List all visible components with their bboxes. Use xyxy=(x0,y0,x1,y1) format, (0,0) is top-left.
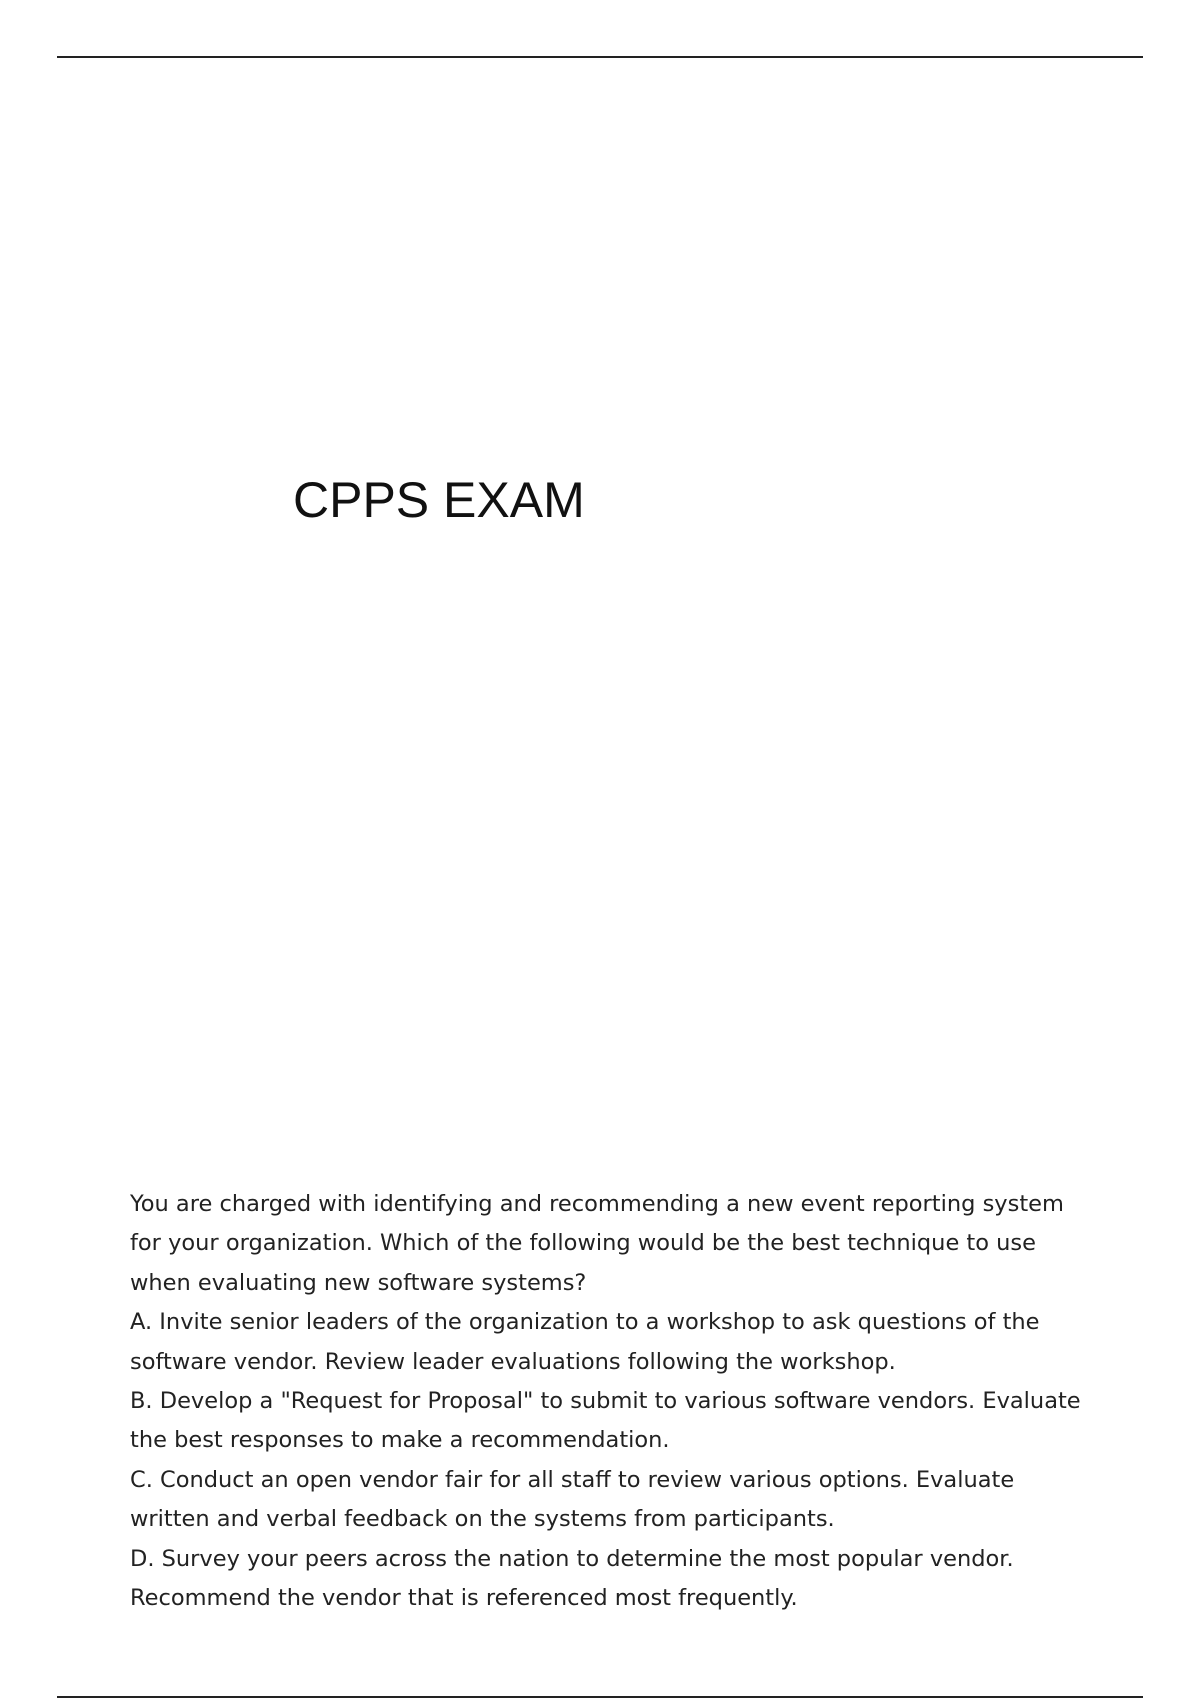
page-title: CPPS EXAM xyxy=(293,472,585,528)
answer-option-c: C. Conduct an open vendor fair for all staff to review various options. Evaluate written and verbal feedback on the systems from participants. xyxy=(130,1466,1015,1533)
question-block xyxy=(130,1185,1090,1618)
top-divider xyxy=(57,56,1143,58)
question-stem: You are charged with identifying and recommending a new event reporting system for your organization. Which of the following would be the best technique to use when evaluating new software systems? xyxy=(130,1191,1064,1296)
bottom-divider xyxy=(57,1696,1143,1698)
answer-option-d: D. Survey your peers across the nation to determine the most popular vendor. Recommend the vendor that is referenced most frequently. xyxy=(130,1545,1014,1612)
answer-option-a: A. Invite senior leaders of the organization to a workshop to ask questions of the software vendor. Review leader evaluations following the workshop. xyxy=(130,1309,1040,1375)
answer-option-b: B. Develop a "Request for Proposal" to submit to various software vendors. Evaluate the best responses to make a recommendation. xyxy=(130,1388,1081,1454)
